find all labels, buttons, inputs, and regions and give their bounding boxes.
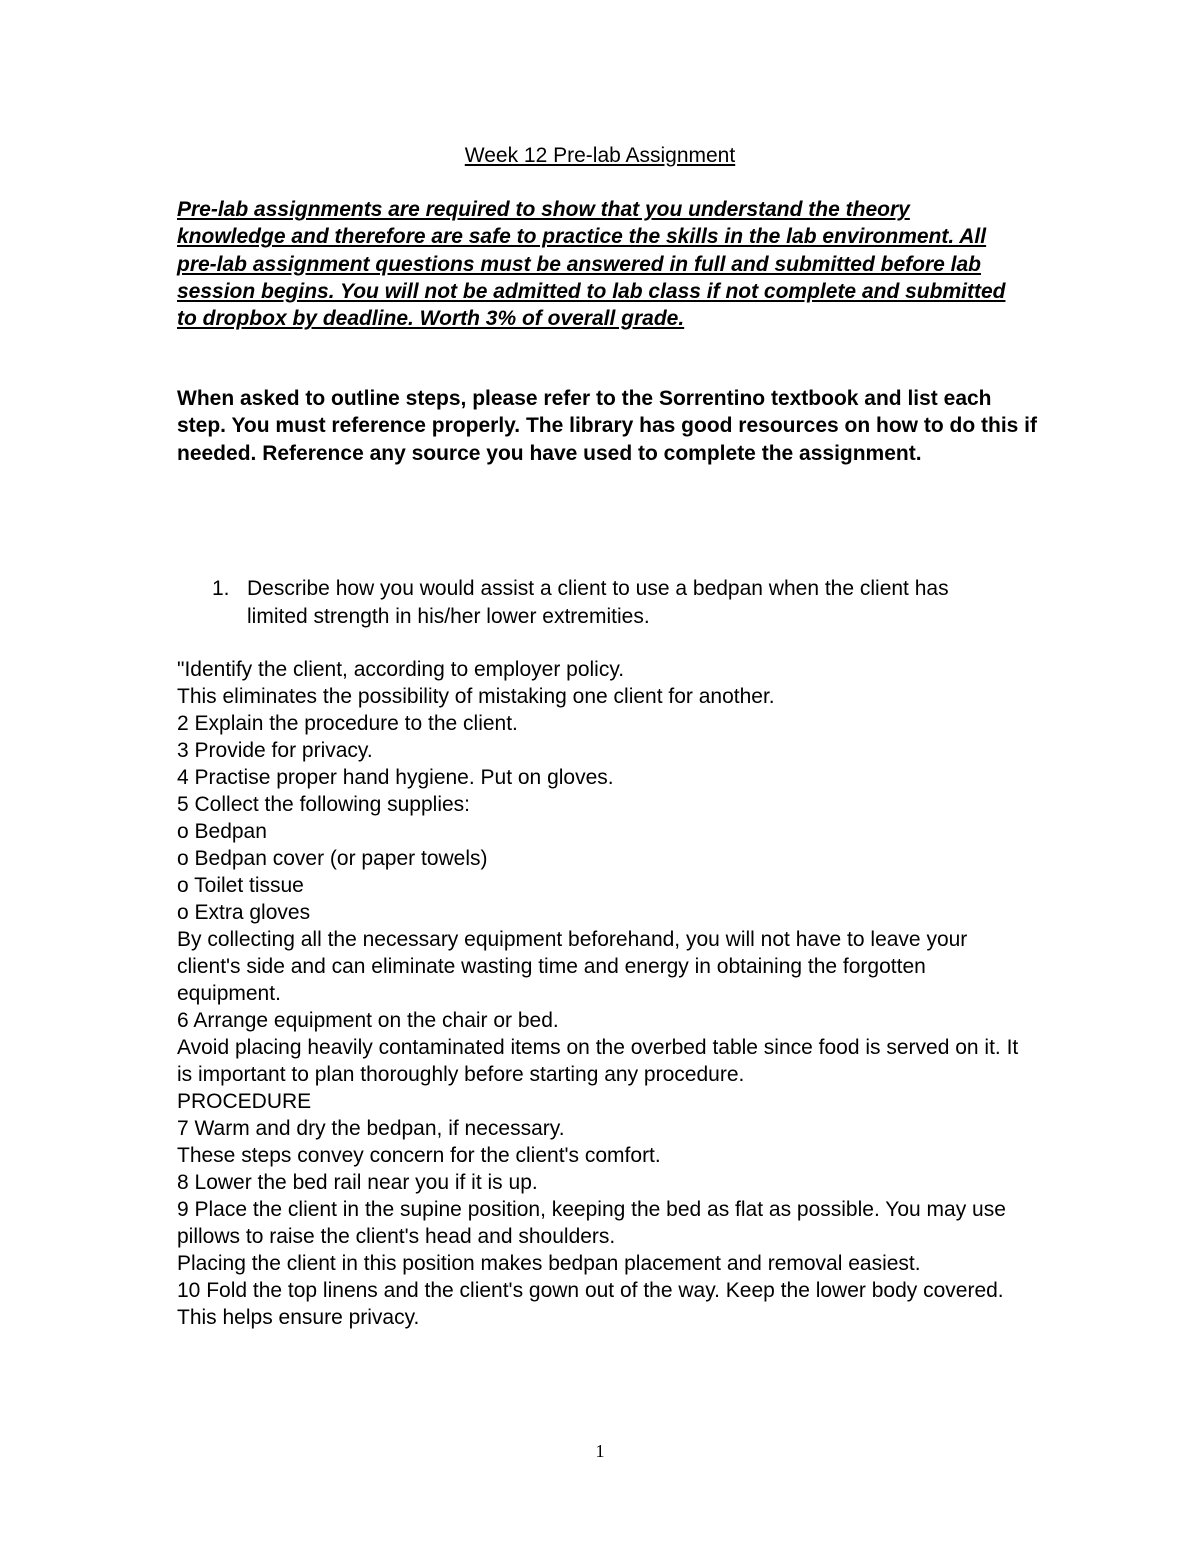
question-text: Describe how you would assist a client to use a bedpan when the client has limited strength in his/her lower extremities. <box>247 577 949 628</box>
question-number: 1. <box>212 577 230 600</box>
answer-line: o Extra gloves <box>177 901 311 924</box>
answer-line: These steps convey concern for the client's comfort. <box>177 1144 661 1167</box>
answer-line: 7 Warm and dry the bedpan, if necessary. <box>177 1117 565 1140</box>
answer-line: "Identify the client, according to employer policy. <box>177 658 625 681</box>
question-1 <box>212 575 1012 631</box>
document-title: Week 12 Pre-lab Assignment <box>464 144 736 167</box>
instructions-paragraph: When asked to outline steps, please refer to the Sorrentino textbook and list each step. You must reference properly. The library has good resources on how to do this if needed. Reference any source you have used to complete the assignment. <box>177 387 1037 465</box>
answer-line: o Toilet tissue <box>177 874 304 897</box>
answer-line: o Bedpan cover (or paper towels) <box>177 847 488 870</box>
answer-line: 6 Arrange equipment on the chair or bed. <box>177 1009 559 1032</box>
answer-line: 9 Place the client in the supine position, keeping the bed as flat as possible. You may use pillows to raise the client's head and shoulders. <box>177 1198 1006 1248</box>
answer-line: Placing the client in this position makes bedpan placement and removal easiest. <box>177 1252 921 1275</box>
answer-list <box>177 656 1027 1331</box>
answer-line: 8 Lower the bed rail near you if it is up. <box>177 1171 538 1194</box>
prelab-notice: Pre-lab assignments are required to show that you understand the theory knowledge and therefore are safe to practice the skills in the lab environment. All pre-lab assignment questions must be answered in full and submitted before lab session begins. You will not be admitted to lab class if not complete and submitted to dropbox by deadline. Worth 3% of overall grade. <box>177 198 1006 331</box>
answer-line: 3 Provide for privacy. <box>177 739 373 762</box>
answer-line: Avoid placing heavily contaminated items on the overbed table since food is served on it. It is important to plan thoroughly before starting any procedure. <box>177 1036 1019 1086</box>
answer-line: This helps ensure privacy. <box>177 1306 420 1329</box>
answer-line: 2 Explain the procedure to the client. <box>177 712 518 735</box>
answer-line: o Bedpan <box>177 820 267 843</box>
answer-line: This eliminates the possibility of mistaking one client for another. <box>177 685 775 708</box>
answer-line: PROCEDURE <box>177 1090 312 1113</box>
page-number: 1 <box>595 1441 605 1461</box>
answer-line: 4 Practise proper hand hygiene. Put on gloves. <box>177 766 614 789</box>
answer-line: 10 Fold the top linens and the client's gown out of the way. Keep the lower body covered. <box>177 1279 1004 1302</box>
answer-line: By collecting all the necessary equipment beforehand, you will not have to leave your client's side and can eliminate wasting time and energy in obtaining the forgotten equipment. <box>177 928 968 1005</box>
answer-line: 5 Collect the following supplies: <box>177 793 470 816</box>
